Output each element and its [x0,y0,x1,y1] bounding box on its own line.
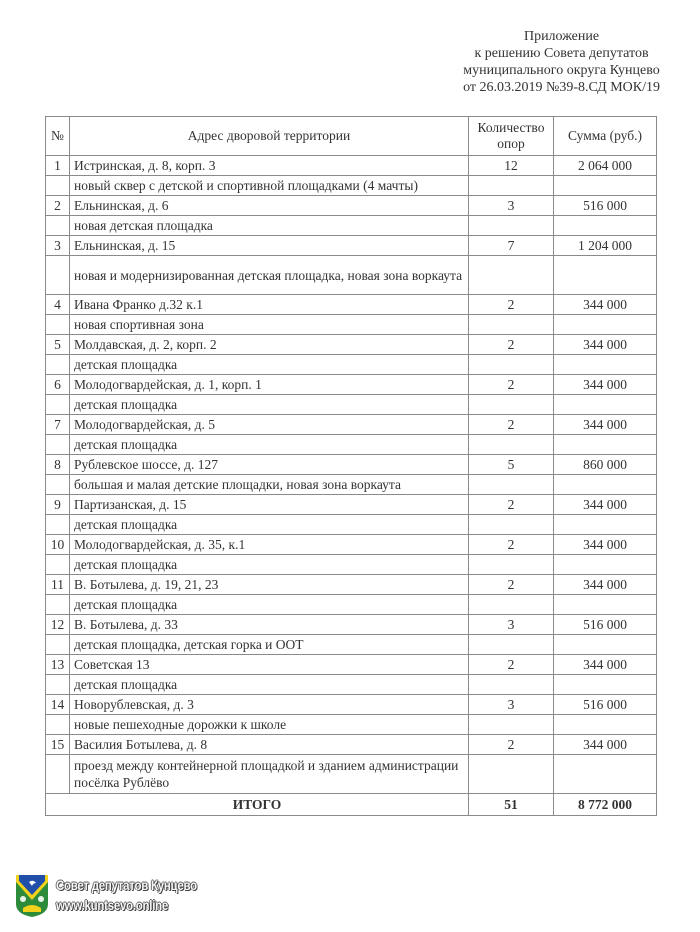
row-note-num-empty [46,675,70,695]
row-quantity: 2 [469,575,554,595]
row-note: детская площадка [70,355,469,375]
row-num: 13 [46,655,70,675]
row-sum: 860 000 [554,455,657,475]
table-row [46,415,657,435]
row-address: В. Ботылева, д. 33 [70,615,469,635]
table-row [46,295,657,315]
row-num: 6 [46,375,70,395]
row-note: новая детская площадка [70,216,469,236]
row-note: детская площадка, детская горка и ООТ [70,635,469,655]
row-num: 9 [46,495,70,515]
row-quantity: 2 [469,495,554,515]
row-note: детская площадка [70,675,469,695]
row-note-num-empty [46,475,70,495]
row-sum: 1 204 000 [554,236,657,256]
row-num: 12 [46,615,70,635]
total-label: ИТОГО [46,794,469,816]
table-row [46,196,657,216]
row-sum: 344 000 [554,295,657,315]
row-address: Молодогвардейская, д. 35, к.1 [70,535,469,555]
row-note-num-empty [46,216,70,236]
row-note: новая спортивная зона [70,315,469,335]
row-note-sum-empty [554,675,657,695]
row-note-qty-empty [469,475,554,495]
row-sum: 344 000 [554,575,657,595]
row-sum: 344 000 [554,415,657,435]
row-num: 1 [46,156,70,176]
row-note-qty-empty [469,176,554,196]
row-address: Ельнинская, д. 15 [70,236,469,256]
row-note-num-empty [46,715,70,735]
row-num: 11 [46,575,70,595]
row-note-qty-empty [469,755,554,794]
row-note-qty-empty [469,515,554,535]
row-note-num-empty [46,315,70,335]
row-sum: 344 000 [554,735,657,755]
table-row [46,375,657,395]
appendix-decision: к решению Совета депутатов [474,46,649,61]
row-note-qty-empty [469,355,554,375]
row-note-num-empty [46,435,70,455]
table-header-row [46,117,657,156]
row-note-qty-empty [469,675,554,695]
row-num: 3 [46,236,70,256]
table-row-note [46,216,657,236]
row-num: 5 [46,335,70,355]
header-address: Адрес дворовой территории [70,117,469,156]
row-sum: 344 000 [554,495,657,515]
row-note-num-empty [46,176,70,196]
row-address: В. Ботылева, д. 19, 21, 23 [70,575,469,595]
row-quantity: 3 [469,615,554,635]
table-row-note [46,395,657,415]
row-note: проезд между контейнерной площадкой и зданием администрации посёлка Рублёво [70,755,469,794]
row-note-num-empty [46,755,70,794]
row-note-num-empty [46,635,70,655]
total-quantity: 51 [469,794,554,816]
row-num: 14 [46,695,70,715]
appendix-date-number: от 26.03.2019 №39-8.СД МОК/19 [463,80,660,95]
table-row-note [46,755,657,794]
table-row [46,655,657,675]
row-note-qty-empty [469,715,554,735]
row-sum: 516 000 [554,615,657,635]
row-sum: 516 000 [554,196,657,216]
row-note-sum-empty [554,635,657,655]
total-row [46,794,657,816]
table-row-note [46,435,657,455]
row-note: большая и малая детские площадки, новая зона воркаута [70,475,469,495]
table-body [46,156,657,794]
row-quantity: 2 [469,335,554,355]
row-quantity: 3 [469,695,554,715]
row-num: 7 [46,415,70,435]
row-num: 2 [46,196,70,216]
row-note-sum-empty [554,355,657,375]
table-row [46,575,657,595]
table-row-note [46,675,657,695]
row-note-num-empty [46,355,70,375]
row-note-num-empty [46,595,70,615]
table-row-note [46,515,657,535]
row-note: новые пешеходные дорожки к школе [70,715,469,735]
row-note-qty-empty [469,595,554,615]
row-note-sum-empty [554,435,657,455]
row-note-qty-empty [469,435,554,455]
row-note-sum-empty [554,555,657,575]
row-note: детская площадка [70,595,469,615]
row-quantity: 2 [469,535,554,555]
row-note-qty-empty [469,315,554,335]
row-address: Рублевское шоссе, д. 127 [70,455,469,475]
table-row-note [46,256,657,295]
row-quantity: 12 [469,156,554,176]
row-note-num-empty [46,395,70,415]
row-num: 15 [46,735,70,755]
table-row [46,156,657,176]
row-note-sum-empty [554,395,657,415]
row-note-num-empty [46,256,70,295]
row-note-sum-empty [554,595,657,615]
table-row-note [46,475,657,495]
row-quantity: 3 [469,196,554,216]
row-quantity: 2 [469,295,554,315]
row-quantity: 2 [469,655,554,675]
row-quantity: 2 [469,415,554,435]
row-address: Василия Ботылева, д. 8 [70,735,469,755]
row-num: 10 [46,535,70,555]
row-note: детская площадка [70,395,469,415]
table-row-note [46,595,657,615]
table-row [46,615,657,635]
row-note-sum-empty [554,315,657,335]
row-sum: 344 000 [554,375,657,395]
row-address: Молодогвардейская, д. 1, корп. 1 [70,375,469,395]
row-sum: 344 000 [554,655,657,675]
table-row [46,495,657,515]
row-address: Молодогвардейская, д. 5 [70,415,469,435]
table-row-note [46,355,657,375]
territories-table [45,116,657,816]
table-row [46,455,657,475]
row-num: 8 [46,455,70,475]
header-num: № [46,117,70,156]
row-note-sum-empty [554,475,657,495]
table-row-note [46,555,657,575]
row-quantity: 5 [469,455,554,475]
site-footer [15,874,222,918]
row-address: Партизанская, д. 15 [70,495,469,515]
row-address: Советская 13 [70,655,469,675]
row-sum: 344 000 [554,335,657,355]
row-note: новая и модернизированная детская площадка, новая зона воркаута [70,256,469,295]
appendix-district: муниципального округа Кунцево [463,63,660,78]
row-note-sum-empty [554,515,657,535]
row-note: детская площадка [70,555,469,575]
row-note-sum-empty [554,715,657,735]
row-num: 4 [46,295,70,315]
row-note: детская площадка [70,515,469,535]
row-note-num-empty [46,515,70,535]
row-note-sum-empty [554,216,657,236]
header-sum: Сумма (руб.) [554,117,657,156]
table-row-note [46,315,657,335]
row-note-qty-empty [469,256,554,295]
row-address: Ельнинская, д. 6 [70,196,469,216]
row-note-sum-empty [554,755,657,794]
row-quantity: 2 [469,735,554,755]
table-row [46,695,657,715]
row-quantity: 7 [469,236,554,256]
table-row-note [46,715,657,735]
header-quantity: Количество опор [469,117,554,156]
table-row-note [46,176,657,196]
appendix-header [463,28,660,96]
row-note: новый сквер с детской и спортивной площадками (4 мачты) [70,176,469,196]
row-address: Истринская, д. 8, корп. 3 [70,156,469,176]
footer-title: Совет депутатов Кунцево [56,878,197,893]
row-sum: 516 000 [554,695,657,715]
row-note-num-empty [46,555,70,575]
row-note-sum-empty [554,256,657,295]
appendix-title: Приложение [523,29,600,44]
table-row [46,335,657,355]
table-row [46,236,657,256]
table-row [46,535,657,555]
row-note-qty-empty [469,555,554,575]
row-note-sum-empty [554,176,657,196]
total-sum: 8 772 000 [554,794,657,816]
row-address: Новорублевская, д. 3 [70,695,469,715]
row-quantity: 2 [469,375,554,395]
table-row [46,735,657,755]
row-address: Ивана Франко д.32 к.1 [70,295,469,315]
row-sum: 344 000 [554,535,657,555]
row-sum: 2 064 000 [554,156,657,176]
row-note-qty-empty [469,395,554,415]
row-note-qty-empty [469,635,554,655]
footer-url[interactable]: www.kuntsevo.online [56,898,169,913]
coat-of-arms-logo [15,874,49,918]
row-note-qty-empty [469,216,554,236]
row-note: детская площадка [70,435,469,455]
table-row-note [46,635,657,655]
row-address: Молдавская, д. 2, корп. 2 [70,335,469,355]
